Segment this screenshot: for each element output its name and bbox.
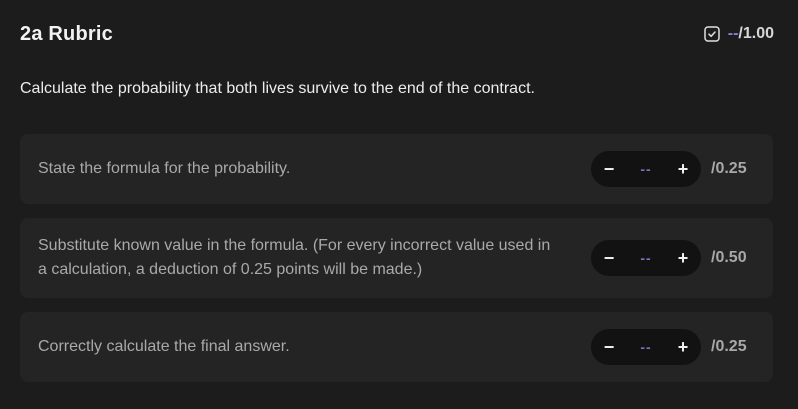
increment-button[interactable]: + [677,159,689,179]
score-stepper [591,329,701,365]
rubric-title: 2a Rubric [20,22,113,45]
stepper-value[interactable]: -- [640,250,652,266]
max-points: /0.25 [711,160,747,177]
total-score [704,25,774,43]
max-points: /0.50 [711,249,747,266]
stepper-value[interactable]: -- [640,161,652,177]
criterion-card [20,218,773,298]
score-stepper [591,240,701,276]
decrement-button[interactable]: − [603,337,615,357]
stepper-value[interactable]: -- [640,339,652,355]
checkbox-icon[interactable] [704,26,720,42]
score-stepper [591,151,701,187]
total-score-max: /1.00 [738,25,774,42]
decrement-button[interactable]: − [603,248,615,268]
criterion-text: Correctly calculate the final answer. [38,338,290,355]
criterion-card [20,134,773,204]
increment-button[interactable]: + [677,248,689,268]
criterion-text: Substitute known value in the formula. (For every incorrect value used in a calculation, a deduction of 0.25 points will be made.) [38,237,551,278]
criterion-text: State the formula for the probability. [38,160,291,177]
total-score-value: -- [727,25,739,42]
question-text: Calculate the probability that both lives survive to the end of the contract. [20,80,535,97]
criterion-card [20,312,773,382]
max-points: /0.25 [711,338,747,355]
decrement-button[interactable]: − [603,159,615,179]
rubric-header [20,20,774,48]
increment-button[interactable]: + [677,337,689,357]
